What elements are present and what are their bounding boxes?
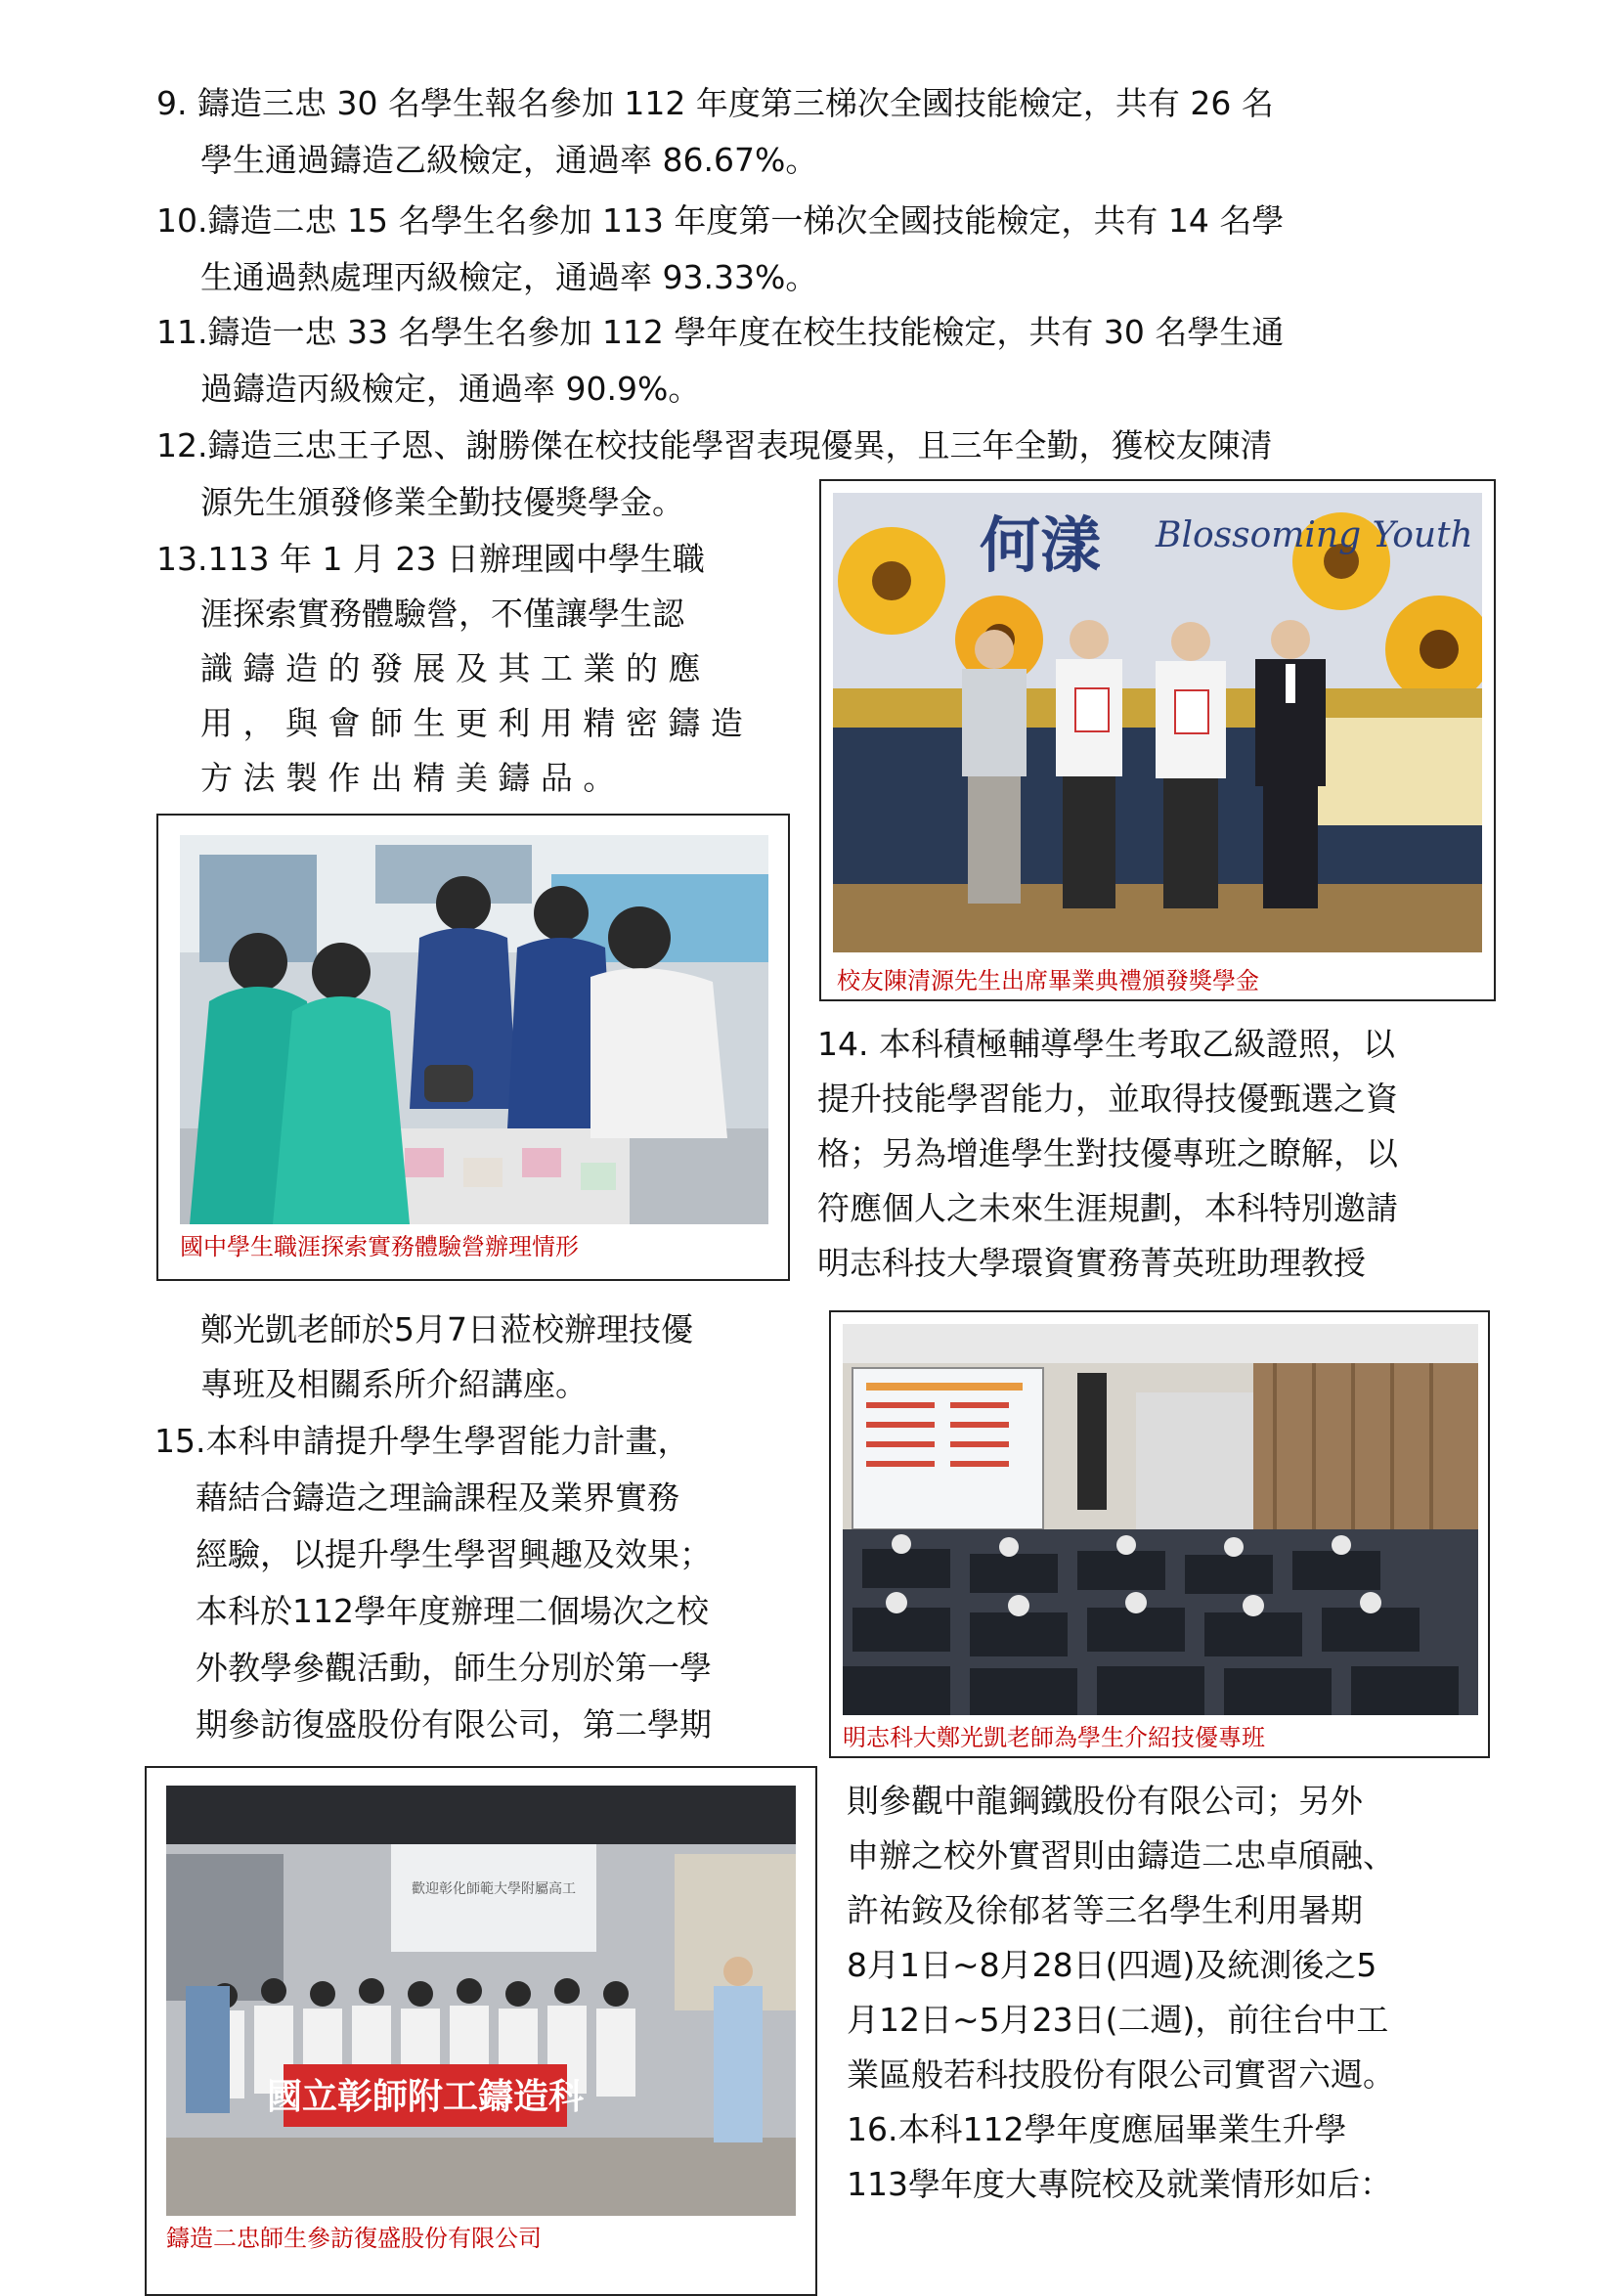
item-15-line-4: 本科於112學年度辦理二個場次之校	[196, 1592, 709, 1630]
item-13-line-4: 用 ， 與 會 師 生 更 利 用 精 密 鑄 造	[200, 704, 743, 742]
item-12-line-2: 源先生頒發修業全勤技優獎學金。	[200, 483, 684, 521]
career-camp-photo	[180, 835, 768, 1224]
award-ceremony-photo	[833, 493, 1482, 952]
item-12-line-1: 12.鑄造三忠王子恩、謝勝傑在校技能學習表現優異，且三年全勤，獲校友陳清	[156, 426, 1273, 464]
item-15-cont-line-4: 8月1日~8月28日(四週)及統測後之5	[847, 1946, 1377, 1984]
visit-photo-frame	[145, 1766, 817, 2296]
item-14-line-4: 符應個人之未來生涯規劃，本科特別邀請	[817, 1189, 1398, 1227]
camp-photo-caption: 國中學生職涯探索實務體驗營辦理情形	[180, 1233, 579, 1260]
item-10-line-1: 10.鑄造二忠 15 名學生名參加 113 年度第一梯次全國技能檢定，共有 14 名學	[156, 201, 1285, 240]
item-15-cont-line-5: 月12日~5月23日(二週)，前往台中工	[847, 2001, 1389, 2039]
award-photo-caption: 校友陳清源先生出席畢業典禮頒發獎學金	[837, 967, 1259, 994]
item-15-line-2: 藉結合鑄造之理論課程及業界實務	[196, 1479, 679, 1517]
item-15-cont-line-3: 許祐銨及徐郁茗等三名學生利用暑期	[847, 1891, 1363, 1929]
item-11-line-2: 過鑄造丙級檢定，通過率 90.9%。	[200, 370, 701, 408]
lecture-photo-frame	[829, 1310, 1490, 1758]
visit-screen-text: 歡迎彰化師範大學附屬高工	[412, 1881, 576, 1897]
item-16-line-1: 16.本科112學年度應屆畢業生升學	[847, 2110, 1347, 2148]
item-15-line-5: 外教學參觀活動，師生分別於第一學	[196, 1649, 712, 1687]
item-15-line-6: 期參訪復盛股份有限公司，第二學期	[196, 1705, 712, 1744]
item-14-line-1: 14. 本科積極輔導學生考取乙級證照，以	[817, 1025, 1395, 1063]
award-banner-text: 何漾	[980, 509, 1102, 581]
company-visit-photo	[166, 1786, 796, 2216]
item-15-cont-line-2: 申辦之校外實習則由鑄造二忠卓頎融、	[847, 1836, 1395, 1875]
award-banner-script: Blossoming Youth	[1156, 515, 1473, 555]
item-10-line-2: 生通過熱處理丙級檢定，通過率 93.33%。	[200, 258, 818, 296]
item-14-cont-line-2: 專班及相關系所介紹講座。	[200, 1365, 588, 1403]
visit-photo-caption: 鑄造二忠師生參訪復盛股份有限公司	[166, 2225, 542, 2252]
item-13-line-1: 13.113 年 1 月 23 日辦理國中學生職	[156, 540, 705, 578]
camp-photo-frame	[156, 814, 790, 1281]
item-15-line-3: 經驗，以提升學生學習興趣及效果；	[196, 1535, 712, 1573]
visit-banner-text: 國立彰師附工鑄造科	[266, 2077, 585, 2117]
lecture-photo	[843, 1324, 1478, 1715]
item-14-line-3: 格；另為增進學生對技優專班之瞭解，以	[817, 1134, 1398, 1172]
item-13-line-3: 識 鑄 造 的 發 展 及 其 工 業 的 應	[200, 649, 701, 687]
item-13-line-5: 方 法 製 作 出 精 美 鑄 品 。	[200, 759, 616, 797]
item-11-line-1: 11.鑄造一忠 33 名學生名參加 112 學年度在校生技能檢定，共有 30 名學生通	[156, 313, 1285, 351]
item-14-line-5: 明志科技大學環資實務菁英班助理教授	[817, 1244, 1366, 1282]
item-14-cont-line-1: 鄭光凱老師於5月7日蒞校辦理技優	[200, 1310, 693, 1348]
item-13-line-2: 涯探索實務體驗營，不僅讓學生認	[200, 595, 684, 633]
lecture-photo-caption: 明志科大鄭光凱老師為學生介紹技優專班	[843, 1724, 1265, 1751]
item-16-line-2: 113學年度大專院校及就業情形如后：	[847, 2165, 1392, 2203]
item-15-cont-line-6: 業區般若科技股份有限公司實習六週。	[847, 2055, 1395, 2094]
item-9-line-2: 學生通過鑄造乙級檢定，通過率 86.67%。	[200, 141, 818, 179]
item-15-cont-line-1: 則參觀中龍鋼鐵股份有限公司；另外	[847, 1782, 1363, 1820]
item-15-line-1: 15.本科申請提升學生學習能力計畫，	[154, 1422, 690, 1460]
item-14-line-2: 提升技能學習能力，並取得技優甄選之資	[817, 1080, 1398, 1118]
item-9-line-1: 9. 鑄造三忠 30 名學生報名參加 112 年度第三梯次全國技能檢定，共有 26 名	[156, 84, 1274, 122]
award-photo-frame	[819, 479, 1496, 1001]
